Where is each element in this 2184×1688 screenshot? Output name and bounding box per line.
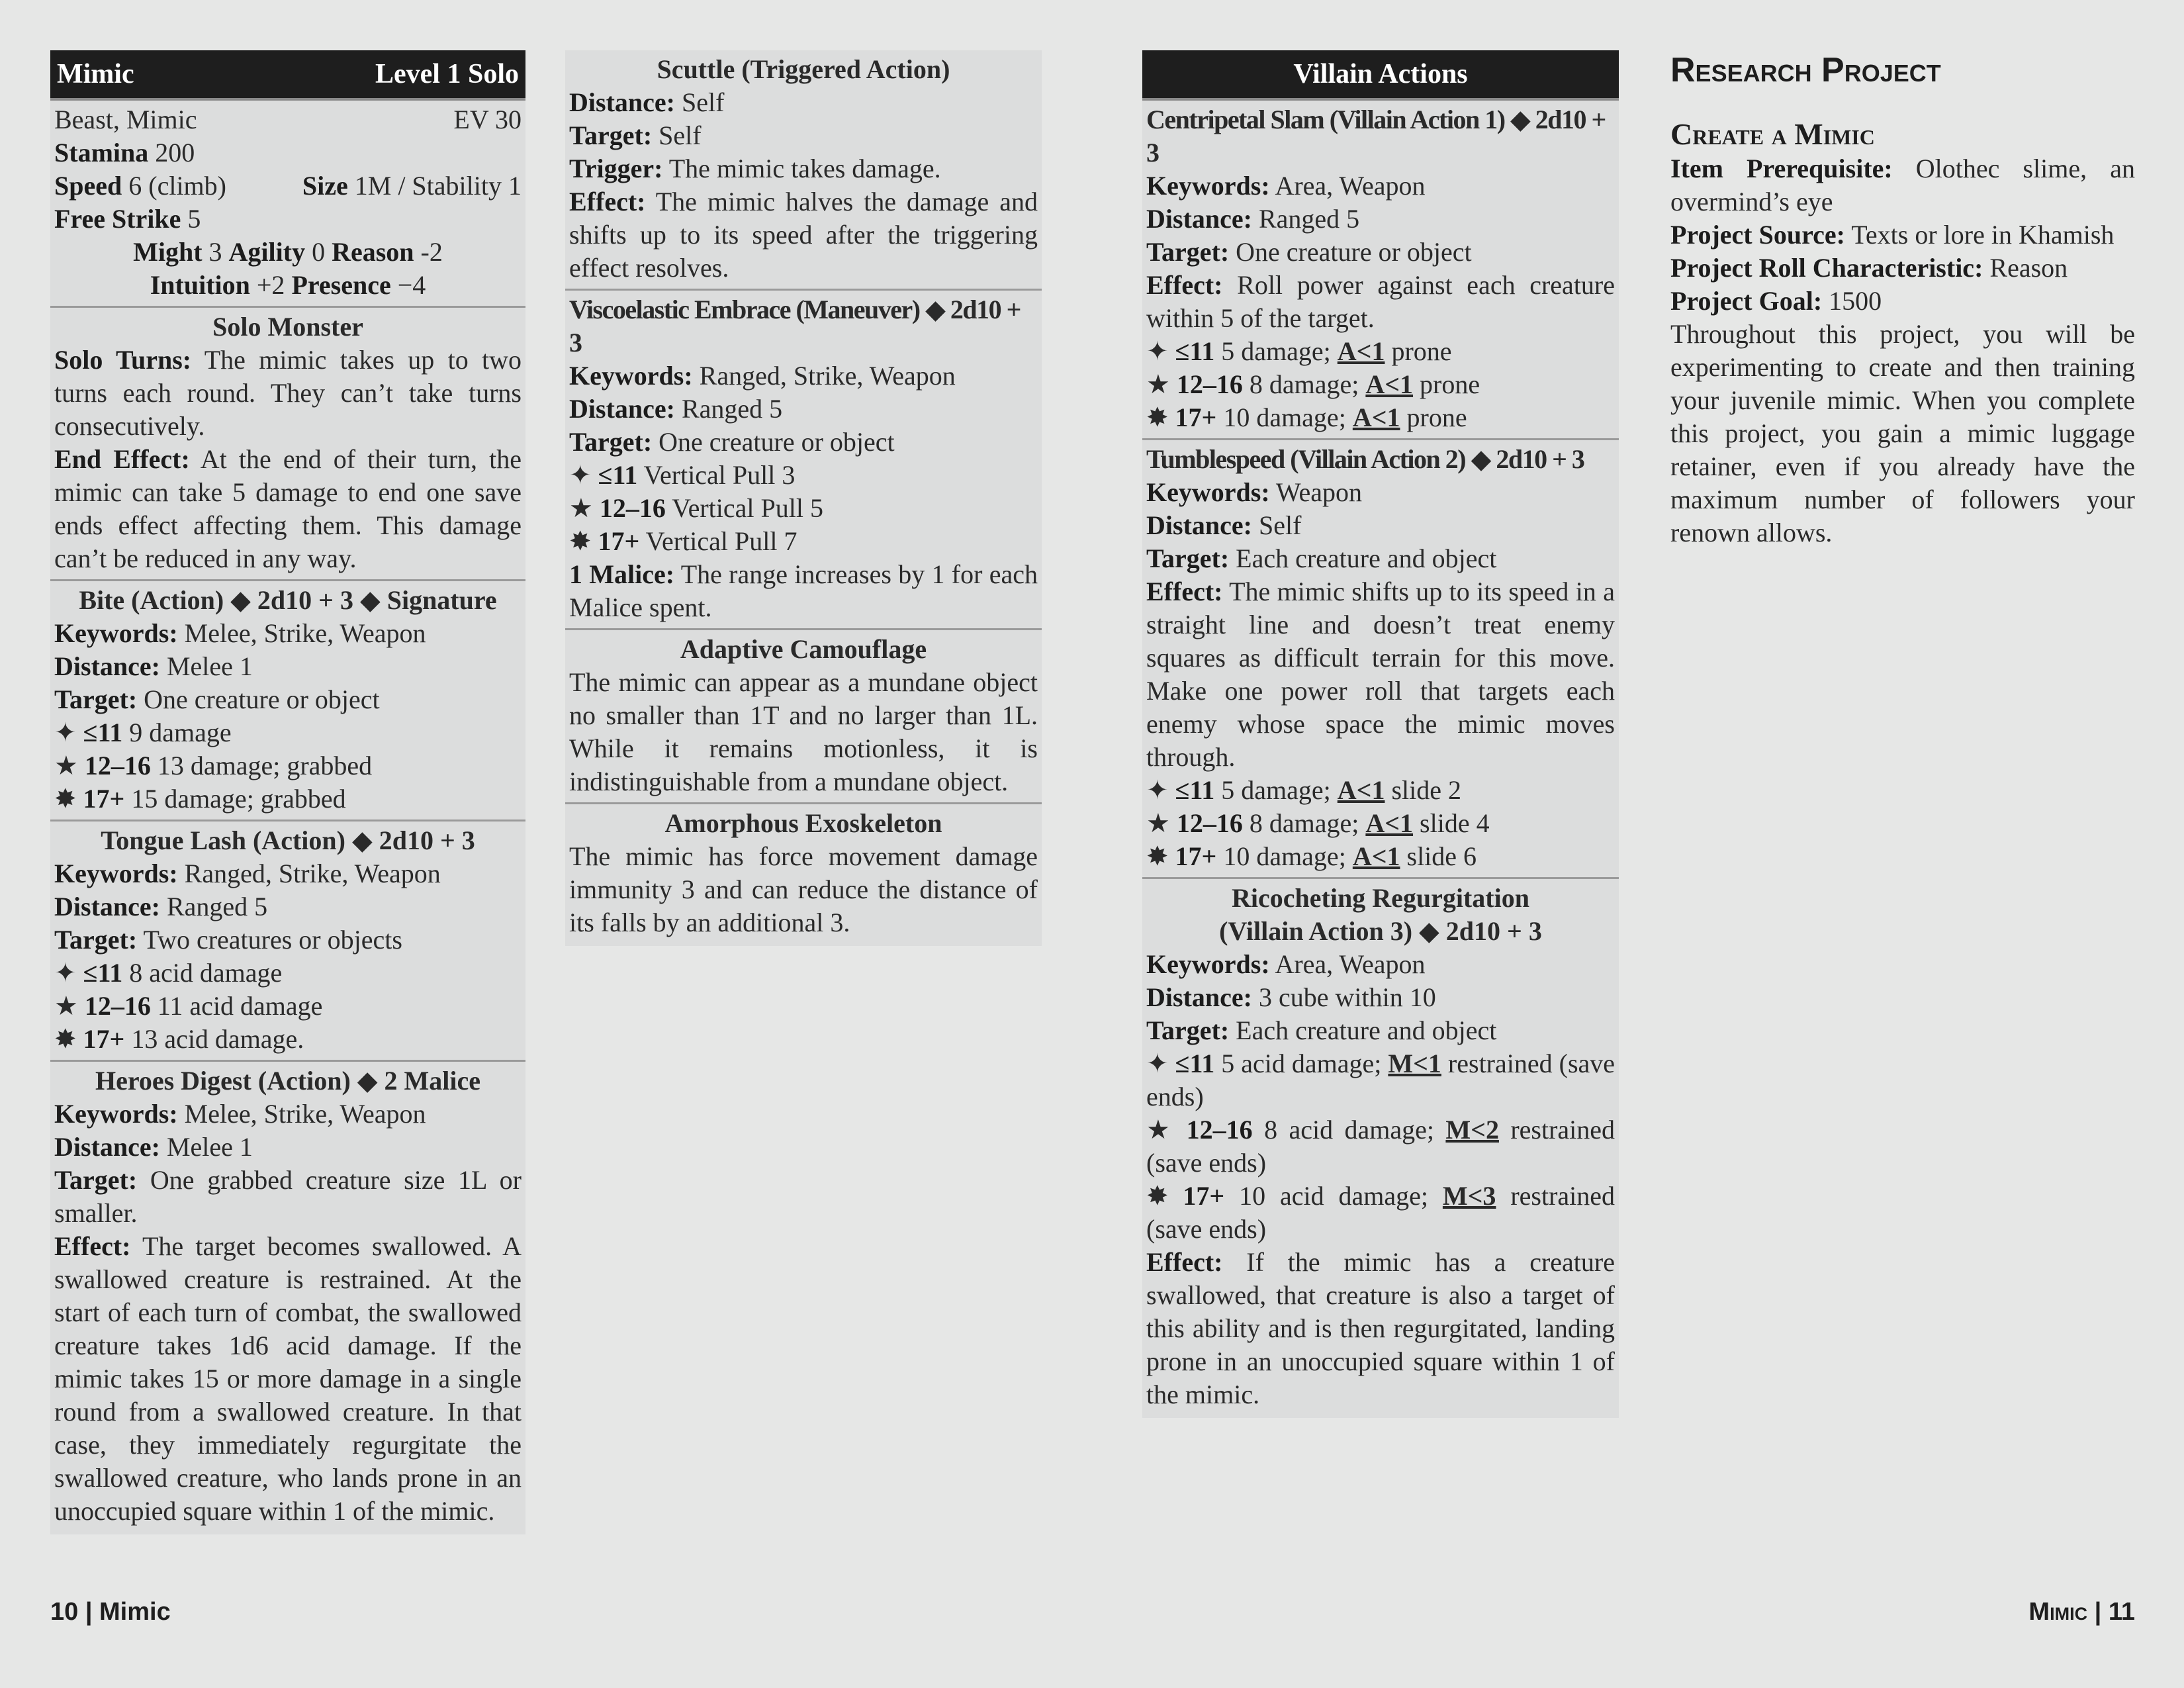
solo-title: Solo Monster	[212, 312, 363, 342]
trait-text: The mimic has force movement damage immunity 3 and can reduce the distance of its falls by an additional 3.	[569, 841, 1038, 937]
research-project-column	[1670, 50, 2135, 549]
tier2-text: Vertical Pull 5	[672, 493, 823, 523]
tier2-label: 12–16	[1176, 369, 1243, 399]
monster-keywords: Beast, Mimic	[54, 105, 197, 134]
target-value: Two creatures or objects	[143, 925, 402, 955]
tier2-text: 11 acid damage	[157, 991, 323, 1021]
distance-label: Distance:	[54, 651, 160, 681]
research-heading: Research Project	[1670, 51, 1941, 89]
tier1-text: 5 acid damage;	[1221, 1049, 1382, 1078]
distance-label: Distance:	[1146, 982, 1252, 1012]
effect-text: The mimic shifts up to its speed in a straight line and doesn’t treat enemy squares as difficult terrain for this move. Make one power roll that targets each enemy whose space the mimic moves through.	[1146, 577, 1615, 772]
malice-text: The range increases by 1 for each Malice spent.	[569, 559, 1038, 622]
characteristics-line-1	[54, 236, 522, 269]
tier2-text: 8 damage;	[1249, 369, 1359, 399]
trigger-label: Trigger:	[569, 154, 663, 183]
distance-label: Distance:	[54, 1132, 160, 1162]
prereq-value: Olothec slime, an overmind’s eye	[1670, 154, 2135, 216]
target-label: Target:	[1146, 237, 1230, 267]
tier3-label: 17+	[83, 784, 125, 814]
keywords-value: Melee, Strike, Weapon	[184, 618, 426, 648]
tier1-text: 5 damage;	[1221, 336, 1331, 366]
effect-text: The mimic halves the damage and shifts up to its speed after the triggering effect resolves.	[569, 187, 1038, 283]
effect-text: If the mimic has a creature swallowed, that creature is also a target of this ability and is then regurgitated, landing prone in an unoccupied square within 1 of the mimic.	[1146, 1247, 1615, 1409]
tier2-text: 8 damage;	[1249, 808, 1359, 838]
tier3-icon: ✸	[1146, 402, 1169, 432]
villain-action-3	[1142, 879, 1619, 1418]
tier1-icon: ✦	[54, 958, 77, 988]
end-effect-text: At the end of their turn, the mimic can take 5 damage to end one save ends effect affecting them. This damage can’t be reduced in any way.	[54, 444, 522, 573]
free-strike-value: 5	[187, 204, 201, 234]
solo-turns-text: The mimic takes up to two turns each round. They can’t take turns consecutively.	[54, 345, 522, 441]
target-value: One creature or object	[659, 427, 895, 457]
tier3-icon: ✸	[569, 526, 592, 556]
solo-monster-block	[50, 308, 525, 581]
source-value: Texts or lore in Khamish	[1851, 220, 2115, 250]
tier1-label: ≤11	[1175, 336, 1215, 366]
keywords-value: Weapon	[1275, 477, 1362, 507]
target-value: Self	[659, 120, 702, 150]
potency-value: A<1	[1337, 336, 1385, 366]
agility-value: 0	[312, 237, 326, 267]
tier2-icon: ★	[54, 751, 78, 780]
size-value: 1M / Stability 1	[354, 171, 522, 201]
speed-value: 6 (climb)	[128, 171, 226, 201]
keywords-label: Keywords:	[54, 1099, 178, 1129]
prereq-label: Item Prerequisite:	[1670, 154, 1893, 183]
distance-label: Distance:	[1146, 204, 1252, 234]
trait-title: Adaptive Camouflage	[680, 634, 927, 664]
tier1-icon: ✦	[1146, 336, 1169, 366]
tier2-icon: ★	[54, 991, 78, 1021]
ability-title: Ricocheting Regurgitation	[1232, 883, 1529, 913]
tier1-text: 8 acid damage	[129, 958, 283, 988]
effect-text: The target becomes swallowed. A swallowed creature is restrained. At the start of each turn of combat, the swallowed creature takes 1d6 acid damage. If the mimic takes 15 or more damage in a single round from a swallowed creature. In that case, they immediately regurgitate the swallowed creature, who lands prone in an unoccupied square within 1 of the mimic.	[54, 1231, 522, 1526]
tier1-icon: ✦	[1146, 1049, 1169, 1078]
bite-ability	[50, 581, 525, 821]
research-subheading: Create a Mimic	[1670, 117, 1875, 151]
distance-label: Distance:	[569, 87, 675, 117]
research-description: Throughout this project, you will be experimenting to create and then training your juvenile mimic. When you complete this project, you gain a mimic luggage retainer, even if you already have the maximum number of followers your renown allows.	[1670, 319, 2135, 547]
target-value: Each creature and object	[1236, 1015, 1497, 1045]
potency-value: A<1	[1365, 808, 1414, 838]
tier2-effect: slide 4	[1420, 808, 1490, 838]
target-value: One grabbed creature size 1L or smaller.	[54, 1165, 522, 1228]
target-value: One creature or object	[1236, 237, 1472, 267]
potency-value: M<1	[1388, 1049, 1441, 1078]
stamina-value: 200	[155, 138, 195, 167]
monster-name: Mimic	[57, 59, 134, 89]
characteristics-line-2	[54, 269, 522, 302]
reason-label: Reason	[332, 237, 414, 267]
presence-label: Presence	[291, 270, 391, 300]
ability-title: Centripetal Slam (Villain Action 1) ◆ 2d10 + 3	[1146, 105, 1606, 167]
stamina-label: Stamina	[54, 138, 149, 167]
tier3-icon: ✸	[1146, 1181, 1169, 1211]
villain-actions-header	[1142, 50, 1619, 101]
ability-title: Viscoelastic Embrace (Maneuver) ◆ 2d10 + 3	[569, 295, 1021, 357]
effect-label: Effect:	[1146, 1247, 1223, 1277]
abilities-column-2	[565, 50, 1042, 946]
tier3-icon: ✸	[1146, 841, 1169, 871]
distance-value: Self	[1258, 510, 1302, 540]
tier2-icon: ★	[569, 493, 593, 523]
distance-label: Distance:	[569, 394, 675, 424]
presence-value: −4	[397, 270, 426, 300]
footer-right: Mimic | 11	[2028, 1598, 2135, 1626]
distance-value: Self	[681, 87, 725, 117]
effect-label: Effect:	[569, 187, 646, 216]
potency-value: A<1	[1352, 841, 1400, 871]
source-label: Project Source:	[1670, 220, 1845, 250]
tier1-icon: ✦	[569, 460, 592, 490]
effect-text: Roll power against each creature within 5 of the target.	[1146, 270, 1615, 333]
viscoelastic-embrace-ability	[565, 291, 1042, 630]
goal-label: Project Goal:	[1670, 286, 1823, 316]
tier2-label: 12–16	[84, 991, 151, 1021]
tier1-label: ≤11	[83, 958, 123, 988]
target-label: Target:	[54, 925, 138, 955]
tier1-label: ≤11	[83, 718, 123, 747]
target-value: Each creature and object	[1236, 543, 1497, 573]
keywords-label: Keywords:	[1146, 949, 1270, 979]
tier3-label: 17+	[1175, 841, 1217, 871]
ability-subtitle: (Villain Action 3) ◆ 2d10 + 3	[1219, 916, 1542, 946]
target-label: Target:	[1146, 543, 1230, 573]
distance-value: 3 cube within 10	[1258, 982, 1436, 1012]
tier1-effect: slide 2	[1391, 775, 1461, 805]
ability-title: Heroes Digest (Action) ◆ 2 Malice	[95, 1066, 481, 1096]
potency-value: A<1	[1352, 402, 1400, 432]
characteristic-label: Project Roll Characteristic:	[1670, 253, 1983, 283]
target-label: Target:	[569, 120, 653, 150]
keywords-value: Ranged, Strike, Weapon	[184, 859, 441, 888]
potency-value: M<3	[1442, 1181, 1496, 1211]
villain-actions-title: Villain Actions	[1293, 59, 1468, 89]
keywords-label: Keywords:	[1146, 171, 1270, 201]
keywords-value: Area, Weapon	[1275, 949, 1426, 979]
speed-label: Speed	[54, 171, 122, 201]
potency-value: A<1	[1365, 369, 1414, 399]
amorphous-exoskeleton-trait	[565, 804, 1042, 946]
tier3-label: 17+	[598, 526, 640, 556]
solo-turns-label: Solo Turns:	[54, 345, 192, 375]
stat-block-header	[50, 50, 525, 101]
target-value: One creature or object	[144, 684, 380, 714]
tier2-label: 12–16	[1186, 1115, 1253, 1145]
reason-value: -2	[420, 237, 443, 267]
footer-left: 10 | Mimic	[50, 1598, 171, 1626]
characteristic-value: Reason	[1989, 253, 2068, 283]
tier1-label: ≤11	[598, 460, 638, 490]
tier1-text: 9 damage	[129, 718, 232, 747]
distance-value: Ranged 5	[681, 394, 783, 424]
tier2-label: 12–16	[1176, 808, 1243, 838]
target-label: Target:	[54, 1165, 138, 1195]
distance-value: Melee 1	[166, 1132, 253, 1162]
distance-label: Distance:	[1146, 510, 1252, 540]
tier3-effect: prone	[1406, 402, 1467, 432]
tier2-text: 13 damage; grabbed	[157, 751, 373, 780]
tier3-text: 13 acid damage.	[131, 1024, 304, 1054]
tier1-text: Vertical Pull 3	[643, 460, 796, 490]
tier3-label: 17+	[1175, 402, 1217, 432]
keywords-value: Ranged, Strike, Weapon	[699, 361, 956, 391]
tier1-text: 5 damage;	[1221, 775, 1331, 805]
tier3-text: 15 damage; grabbed	[131, 784, 346, 814]
tier2-label: 12–16	[84, 751, 151, 780]
potency-value: M<2	[1445, 1115, 1499, 1145]
stats-block	[50, 101, 525, 308]
distance-value: Melee 1	[166, 651, 253, 681]
tier3-text: 10 damage;	[1223, 402, 1346, 432]
distance-value: Ranged 5	[166, 892, 268, 921]
scuttle-ability	[565, 50, 1042, 291]
effect-label: Effect:	[1146, 270, 1223, 300]
keywords-label: Keywords:	[54, 859, 178, 888]
ability-title: Scuttle (Triggered Action)	[657, 54, 950, 84]
goal-value: 1500	[1829, 286, 1882, 316]
monster-ev: EV 30	[453, 105, 522, 134]
tier3-icon: ✸	[54, 1024, 77, 1054]
tier2-effect: prone	[1420, 369, 1480, 399]
might-value: 3	[208, 237, 222, 267]
tier1-effect: restrained (save ends)	[1146, 1049, 1615, 1111]
tier3-text: 10 acid damage;	[1239, 1181, 1428, 1211]
keywords-value: Melee, Strike, Weapon	[184, 1099, 426, 1129]
tier1-label: ≤11	[1175, 1049, 1215, 1078]
tier3-effect: restrained (save ends)	[1146, 1181, 1615, 1244]
size-label: Size	[302, 171, 348, 201]
ability-title: Tumblespeed (Villain Action 2) ◆ 2d10 + 3	[1146, 444, 1584, 474]
keywords-value: Area, Weapon	[1275, 171, 1426, 201]
intuition-value: +2	[256, 270, 285, 300]
tier3-text: 10 damage;	[1223, 841, 1346, 871]
tier1-icon: ✦	[54, 718, 77, 747]
intuition-label: Intuition	[150, 270, 250, 300]
tongue-lash-ability	[50, 821, 525, 1062]
tier3-label: 17+	[1183, 1181, 1225, 1211]
adaptive-camouflage-trait	[565, 630, 1042, 804]
effect-label: Effect:	[1146, 577, 1223, 606]
tier2-text: 8 acid damage;	[1264, 1115, 1434, 1145]
tier3-icon: ✸	[54, 784, 77, 814]
ability-title: Bite (Action) ◆ 2d10 + 3 ◆ Signature	[79, 585, 497, 615]
end-effect-label: End Effect:	[54, 444, 190, 474]
keywords-label: Keywords:	[1146, 477, 1270, 507]
potency-value: A<1	[1337, 775, 1385, 805]
target-label: Target:	[1146, 1015, 1230, 1045]
distance-label: Distance:	[54, 892, 160, 921]
effect-label: Effect:	[54, 1231, 131, 1261]
target-label: Target:	[54, 684, 138, 714]
keywords-label: Keywords:	[569, 361, 693, 391]
tier3-text: Vertical Pull 7	[645, 526, 797, 556]
tier2-effect: restrained (save ends)	[1146, 1115, 1615, 1178]
tier1-label: ≤11	[1175, 775, 1215, 805]
tier2-icon: ★	[1146, 1115, 1175, 1145]
tier1-effect: prone	[1391, 336, 1452, 366]
heroes-digest-ability	[50, 1062, 525, 1534]
tier2-icon: ★	[1146, 808, 1170, 838]
tier1-icon: ✦	[1146, 775, 1169, 805]
villain-action-2	[1142, 440, 1619, 879]
target-label: Target:	[569, 427, 653, 457]
might-label: Might	[133, 237, 203, 267]
trait-text: The mimic can appear as a mundane object no smaller than 1T and no larger than 1L. While it remains motionless, it is indistinguishable from a mundane object.	[569, 667, 1038, 796]
stat-block-column	[50, 50, 525, 1534]
tier3-label: 17+	[83, 1024, 125, 1054]
trait-title: Amorphous Exoskeleton	[664, 808, 942, 838]
monster-level: Level 1 Solo	[375, 59, 519, 89]
ability-title: Tongue Lash (Action) ◆ 2d10 + 3	[101, 825, 475, 855]
free-strike-label: Free Strike	[54, 204, 181, 234]
keywords-label: Keywords:	[54, 618, 178, 648]
trigger-text: The mimic takes damage.	[668, 154, 941, 183]
agility-label: Agility	[228, 237, 306, 267]
tier3-effect: slide 6	[1406, 841, 1477, 871]
distance-value: Ranged 5	[1258, 204, 1360, 234]
villain-actions-column	[1142, 50, 1619, 1418]
tier2-label: 12–16	[599, 493, 666, 523]
malice-label: 1 Malice:	[569, 559, 675, 589]
tier2-icon: ★	[1146, 369, 1170, 399]
villain-action-1	[1142, 101, 1619, 440]
